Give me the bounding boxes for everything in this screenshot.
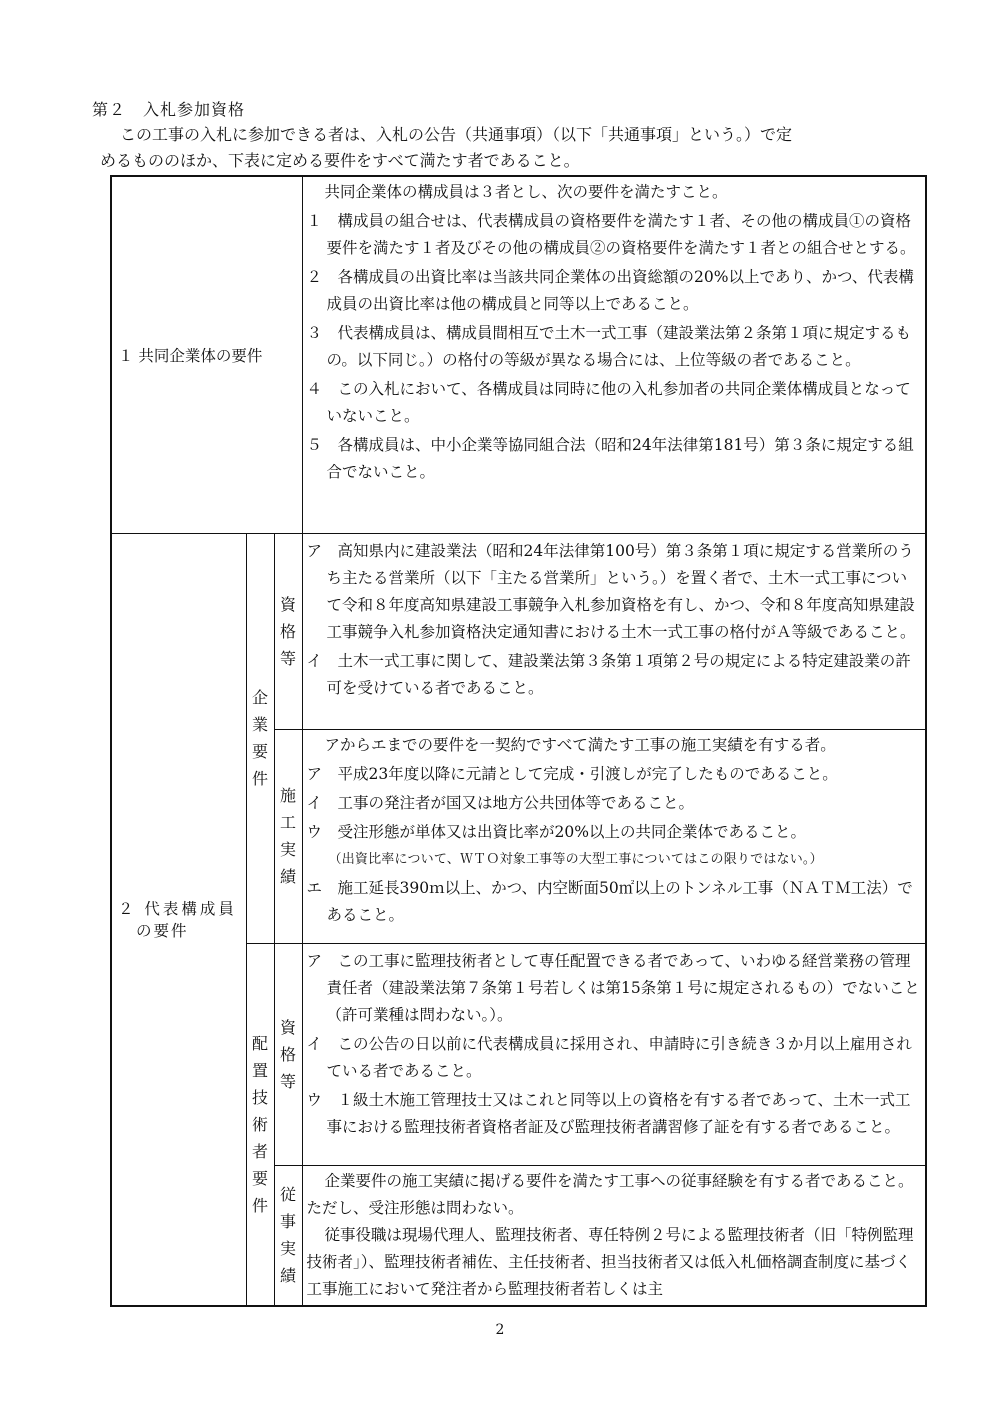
- representative-label-line-1: ２ 代表構成員: [118, 900, 237, 918]
- record-item-i: イ 工事の発注者が国又は地方公共団体等であること。: [306, 793, 695, 812]
- representative-requirements-label: [111, 533, 246, 1306]
- jv-item-5: ５ 各構成員は、中小企業等協同組合法（昭和24年法律第181号）第３条に規定する組合でないこと。: [306, 436, 914, 481]
- engineer-requirements-label: 配置技術者要件: [246, 943, 274, 1306]
- engineer-qual-item-a: ア この工事に監理技術者として専任配置できる者であって、いわゆる経営業務の管理責任者（建設業法第７条第１号若しくは第15条第１号に規定されるもの）でないこと（許可業種は問わない。）。: [306, 951, 920, 1024]
- jv-lead: 共同企業体の構成員は３者とし、次の要件を満たすこと。: [324, 183, 728, 201]
- engineer-qualification-label: 資格等: [274, 943, 302, 1165]
- company-record-label: 施工実績: [274, 729, 302, 943]
- section-heading: 第２ 入札参加資格: [92, 100, 246, 119]
- intro-paragraph: [100, 122, 920, 174]
- jv-item-1: １ 構成員の組合せは、代表構成員の資格要件を満たす１者、その他の構成員①の資格要件を満たす１者及びその他の構成員②の資格要件を満たす１者との組合せとする。: [306, 212, 916, 257]
- requirements-table: [110, 175, 927, 1307]
- record-item-e: エ 施工延長390ｍ以上、かつ、内空断面50㎡以上のトンネル工事（ＮＡＴＭ工法）であること。: [306, 878, 913, 924]
- jv-requirements-label: １ 共同企業体の要件: [111, 176, 302, 533]
- jv-requirements-row: [111, 176, 926, 533]
- experience-para-1: 企業要件の施工実績に掲げる要件を満たす工事への従事経験を有する者であること。ただし、受注形態は問わない。: [306, 1171, 914, 1217]
- company-qualification-label: 資格等: [274, 533, 302, 729]
- jv-item-4: ４ この入札において、各構成員は同時に他の入札参加者の共同企業体構成員となっていないこと。: [306, 380, 911, 425]
- jv-item-2: ２ 各構成員の出資比率は当該共同企業体の出資総額の20%以上であり、かつ、代表構成員の出資比率は他の構成員と同等以上であること。: [306, 268, 914, 313]
- page-number: 2: [495, 1322, 505, 1338]
- experience-para-2: 従事役職は現場代理人、監理技術者、専任特例２号による監理技術者（旧「特例監理技術者」）、監理技術者補佐、主任技術者、担当技術者又は低入札価格調査制度に基づく工事施工において発注者から監理技術者若しくは主: [306, 1225, 914, 1298]
- engineer-qualification-content: [302, 943, 926, 1165]
- company-requirements-label: 企業要件: [246, 533, 274, 943]
- record-lead: アからエまでの要件を一契約ですべて満たす工事の施工実績を有する者。: [324, 735, 836, 754]
- engineer-experience-label: 従事実績: [274, 1165, 302, 1306]
- company-qualification-content: [302, 533, 926, 729]
- record-note: （出資比率について、ＷＴＯ対象工事等の大型工事についてはこの限りではない。）: [328, 851, 823, 867]
- engineer-experience-content: [302, 1165, 926, 1306]
- engineer-qual-item-i: イ この公告の日以前に代表構成員に採用され、申請時に引き続き３か月以上雇用されている者であること。: [306, 1034, 912, 1080]
- engineer-qual-item-u: ウ １級土木施工管理技士又はこれと同等以上の資格を有する者であって、土木一式工事における監理技術者資格者証及び監理技術者講習修了証を有する者であること。: [306, 1090, 911, 1136]
- record-item-u: ウ 受注形態が単体又は出資比率が20%以上の共同企業体であること。: [306, 822, 806, 841]
- company-qual-item-i: イ 土木一式工事に関して、建設業法第３条第１項第２号の規定による特定建設業の許可を受けている者であること。: [306, 651, 911, 697]
- company-record-content: [302, 729, 926, 943]
- record-item-a: ア 平成23年度以降に元請として完成・引渡しが完了したものであること。: [306, 764, 838, 783]
- representative-label-line-2: の要件: [136, 922, 189, 940]
- company-qual-item-a: ア 高知県内に建設業法（昭和24年法律第100号）第３条第１項に規定する営業所のうち主たる営業所（以下「主たる営業所」という。）を置く者で、土木一式工事について令和８年度高知県建設工事競争入札参加資格を有し、かつ、令和８年度高知県建設工事競争入札参加資格決定通知書における土木一式工事の格付がＡ等級であること。: [306, 541, 916, 641]
- jv-item-3: ３ 代表構成員は、構成員間相互で土木一式工事（建設業法第２条第１項に規定するもの。以下同じ。）の格付の等級が異なる場合には、上位等級の者であること。: [306, 324, 912, 369]
- jv-requirements-content: [302, 176, 926, 533]
- intro-line-1: この工事の入札に参加できる者は、入札の公告（共通事項）（以下「共通事項」という。）で定: [120, 125, 793, 144]
- company-qualification-row: [111, 533, 926, 729]
- intro-line-2: めるもののほか、下表に定める要件をすべて満たす者であること。: [100, 151, 580, 170]
